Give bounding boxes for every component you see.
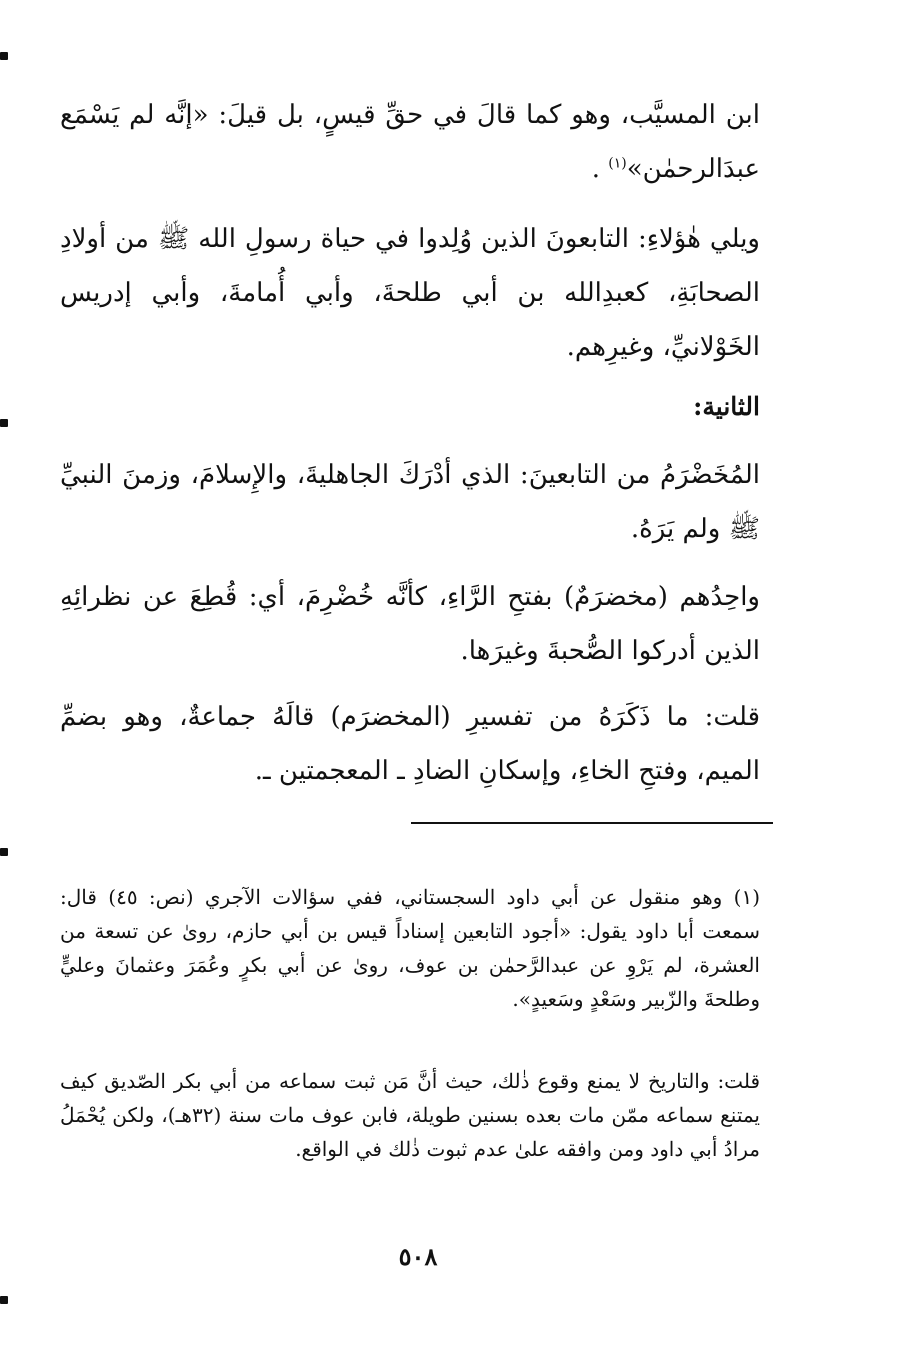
paragraph-text: ابن المسيَّب، وهو كما قالَ في حقِّ قيسٍ، بل قيلَ: «إنَّه لم يَسْمَع عبدَالرحمٰن» — [60, 100, 760, 184]
main-paragraph-4: واحِدُهم (مخضرَمٌ) بفتحِ الرَّاءِ، كأنَّه خُضْرِمَ، أي: قُطِعَ عن نظرائِهِ الذين أدركوا الصُّحبةَ وغيرَها. — [60, 582, 760, 666]
paragraph-end: . — [591, 154, 600, 184]
margin-mark — [0, 419, 8, 427]
section-heading: الثانية: — [693, 392, 760, 421]
main-paragraph-2: ويلي هٰؤلاءِ: التابعونَ الذين وُلِدوا في حياة رسولِ الله ﷺ من أولادِ الصحابَةِ، كعبدِالله بن أبي طلحةَ، وأبي أُمامةَ، وأبي إدريس الخَوْلانيِّ، وغيرِهم. — [60, 224, 760, 362]
footnote-separator — [411, 822, 773, 824]
footnote-2: قلت: والتاريخ لا يمنع وقوع ذٰلك، حيث أنَّ مَن ثبت سماعه من أبي بكر الصّديق كيف يمتنع سماعه ممّن مات بعده بسنين طويلة، فابن عوف مات سنة (٣٢هـ)، ولكن يُحْمَلُ مرادُ أبي داود ومن وافقه علىٰ عدم ثبوت ذٰلك في الواقع. — [60, 1069, 760, 1161]
main-paragraph-3: المُخَضْرَمُ من التابعينَ: الذي أدْرَكَ الجاهليةَ، والإِسلامَ، وزمنَ النبيِّ ﷺ ولم يَرَهُ. — [60, 460, 760, 544]
main-paragraph-1 — [60, 88, 760, 196]
margin-mark — [0, 848, 8, 856]
footnote-reference: (١) — [608, 155, 627, 172]
page-number: ٥٠٨ — [398, 1242, 438, 1271]
main-paragraph-5: قلت: ما ذَكَرَهُ من تفسيرِ (المخضرَم) قالَهُ جماعةٌ، وهو بضمِّ الميم، وفتحِ الخاءِ، وإسكانِ الضادِ ـ المعجمتين ـ. — [60, 702, 760, 786]
margin-mark — [0, 52, 8, 60]
margin-mark — [0, 1296, 8, 1304]
footnote-1: (١) وهو منقول عن أبي داود السجستاني، ففي سؤالات الآجري (نص: ٤٥) قال: سمعت أبا داود يقول: «أجود التابعين إسناداً قيس بن أبي حازم، روىٰ عن تسعة من العشرة، لم يَرْوِ عن عبدالرَّحمٰن بن عوف، روىٰ عن أبي بكرٍ وعُمَرَ وعثمانَ وعليٍّ وطلحةَ والزّبير وسَعْدٍ وسَعيدٍ». — [60, 885, 760, 1011]
